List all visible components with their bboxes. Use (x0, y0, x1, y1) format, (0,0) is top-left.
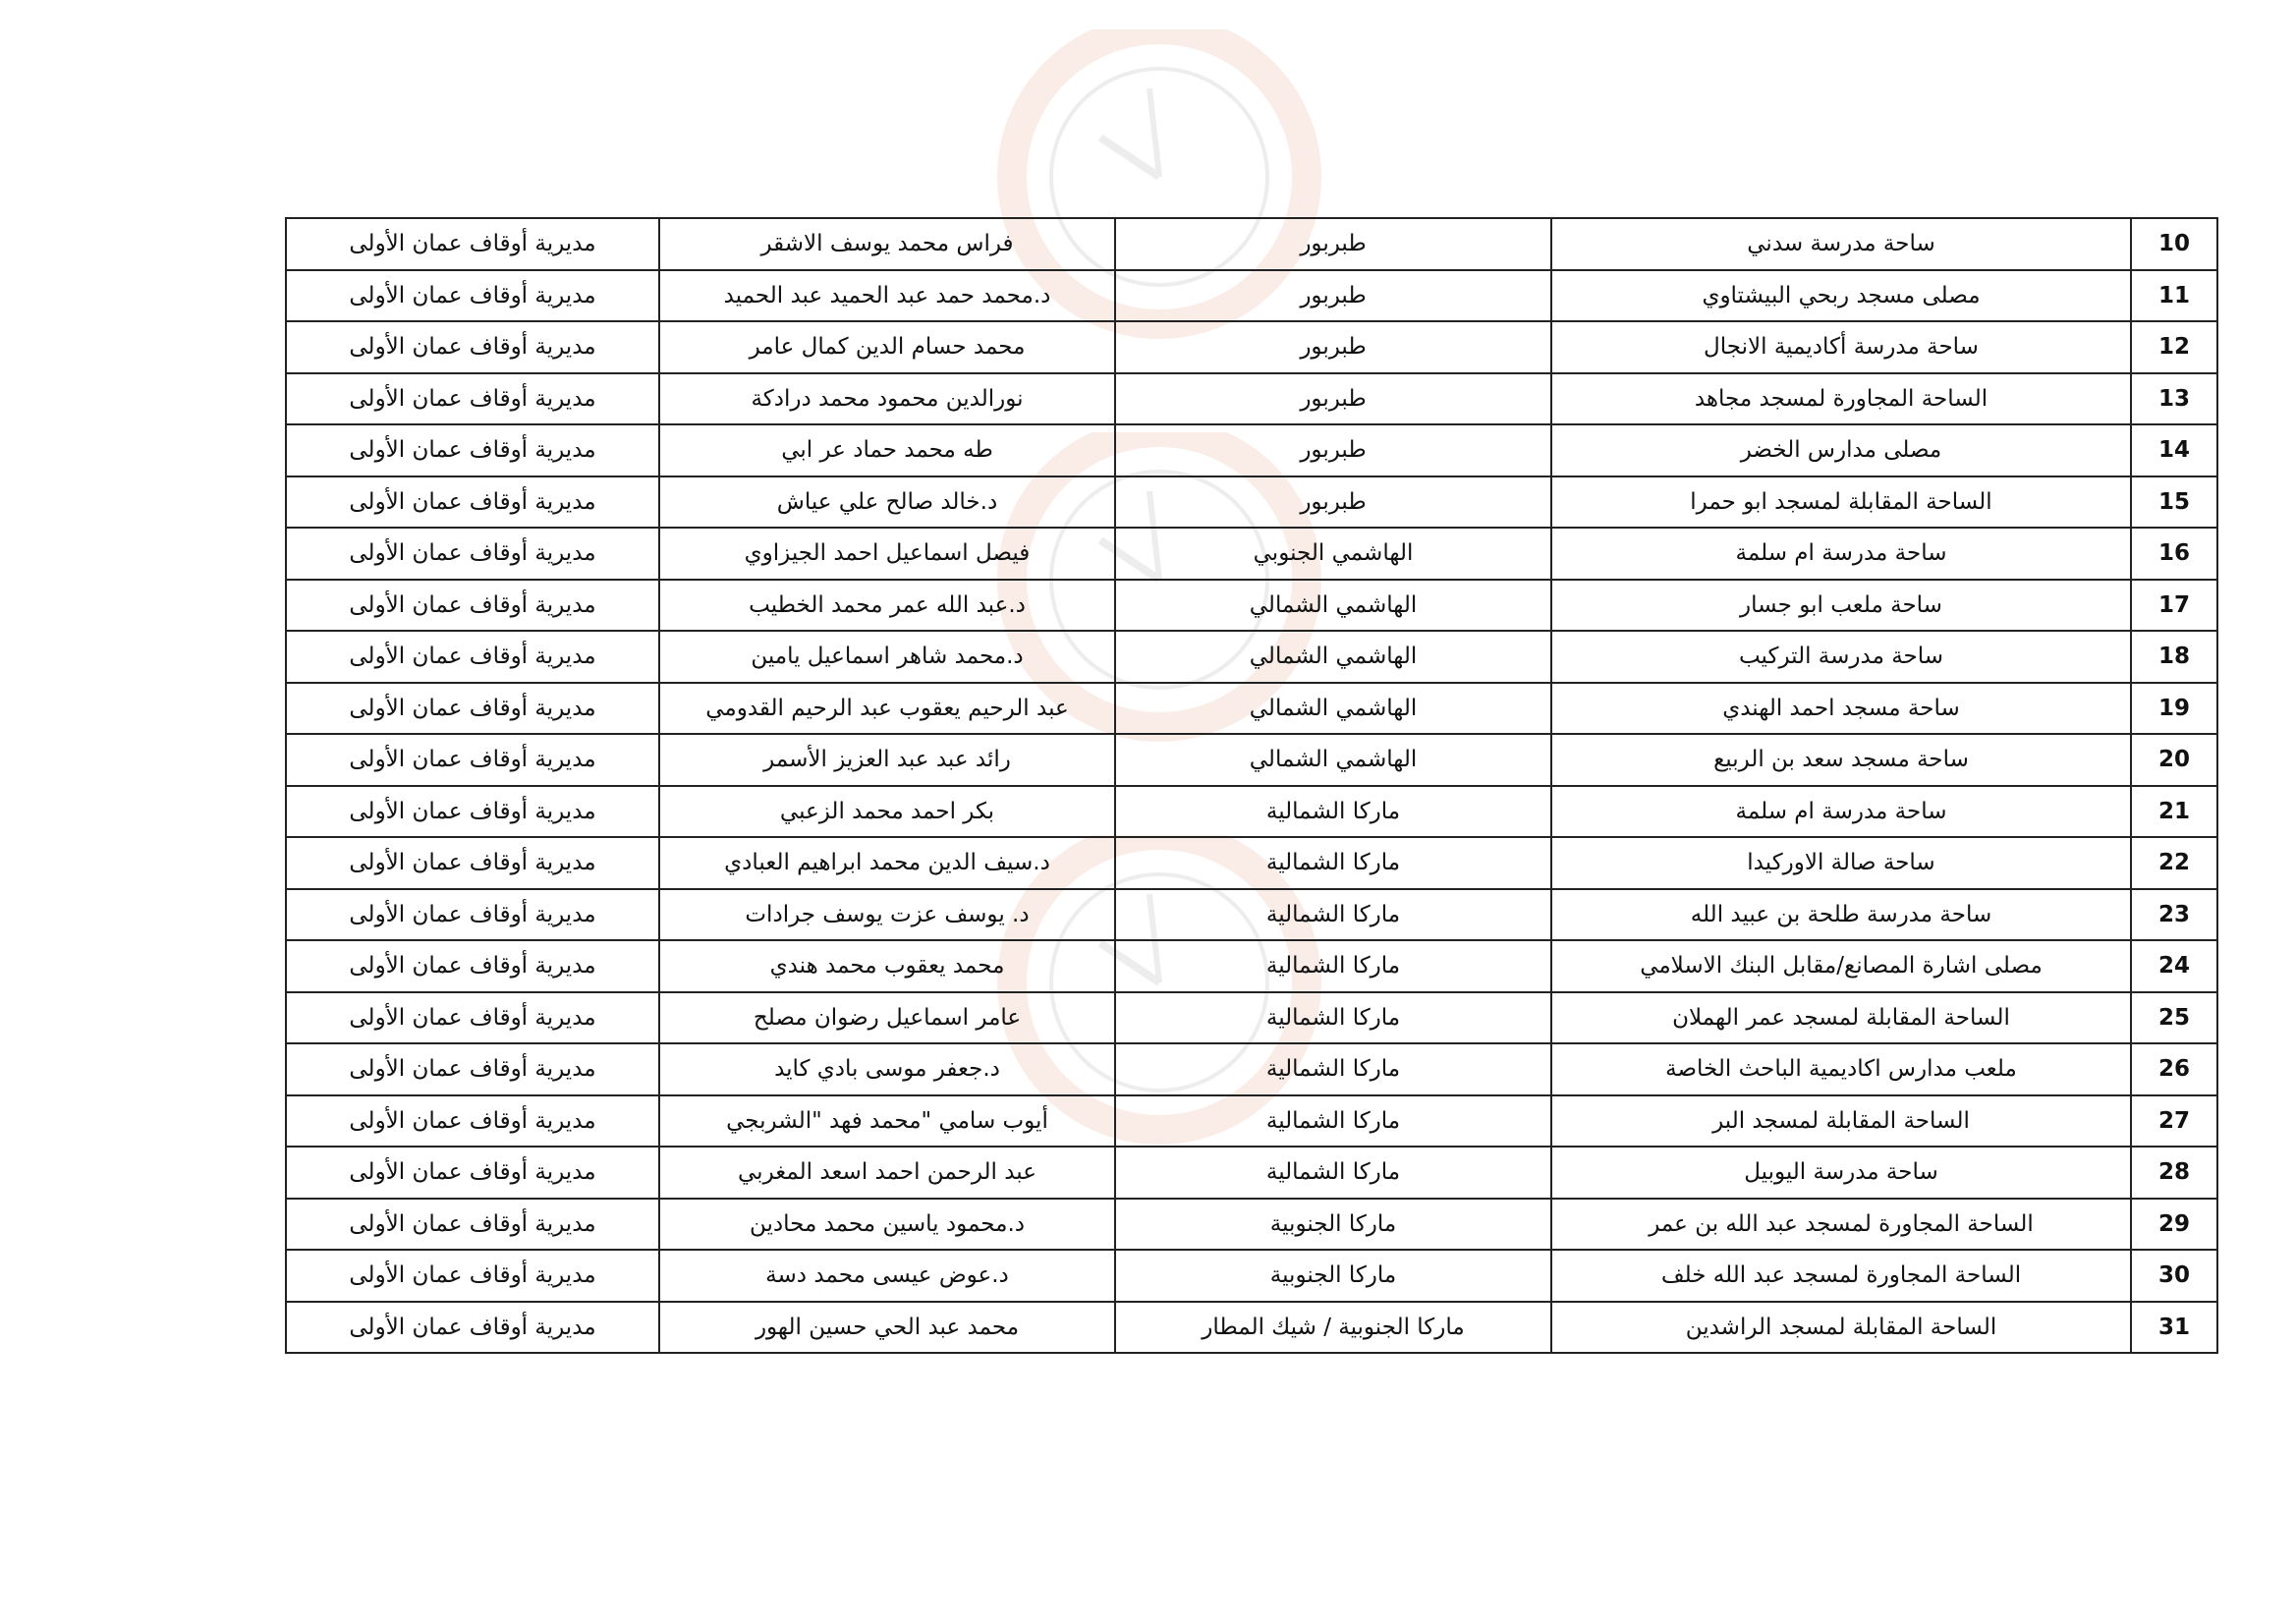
row-number-cell: 13 (2131, 373, 2217, 425)
row-number-cell: 15 (2131, 476, 2217, 529)
table-row (286, 940, 2217, 992)
area-cell: طبربور (1115, 373, 1551, 425)
area-cell: الهاشمي الشمالي (1115, 580, 1551, 632)
row-number-cell: 25 (2131, 992, 2217, 1044)
imam-name-cell: عامر اسماعيل رضوان مصلح (659, 992, 1115, 1044)
area-cell: ماركا الشمالية (1115, 940, 1551, 992)
directorate-cell: مديرية أوقاف عمان الأولى (286, 889, 659, 941)
imam-name-cell: د.محمود ياسين محمد محادين (659, 1199, 1115, 1251)
directorate-cell: مديرية أوقاف عمان الأولى (286, 940, 659, 992)
location-cell: مصلى اشارة المصانع/مقابل البنك الاسلامي (1551, 940, 2131, 992)
directorate-cell: مديرية أوقاف عمان الأولى (286, 528, 659, 580)
imam-name-cell: رائد عبد عبد العزيز الأسمر (659, 734, 1115, 786)
roster-table (285, 217, 2218, 1354)
location-cell: الساحة المقابلة لمسجد الراشدين (1551, 1302, 2131, 1354)
location-cell: ساحة مدرسة طلحة بن عبيد الله (1551, 889, 2131, 941)
imam-name-cell: بكر احمد محمد الزعبي (659, 786, 1115, 838)
table-row (286, 476, 2217, 529)
area-cell: الهاشمي الجنوبي (1115, 528, 1551, 580)
row-number-cell: 19 (2131, 683, 2217, 735)
location-cell: ساحة مدرسة ام سلمة (1551, 528, 2131, 580)
imam-name-cell: نورالدين محمود محمد درادكة (659, 373, 1115, 425)
table-row (286, 1302, 2217, 1354)
table-row (286, 631, 2217, 683)
directorate-cell: مديرية أوقاف عمان الأولى (286, 837, 659, 889)
table-row (286, 270, 2217, 322)
area-cell: ماركا الشمالية (1115, 992, 1551, 1044)
table-row (286, 1095, 2217, 1148)
location-cell: ساحة مدرسة ام سلمة (1551, 786, 2131, 838)
imam-name-cell: أيوب سامي "محمد فهد "الشربجي (659, 1095, 1115, 1148)
table-row (286, 373, 2217, 425)
table-row (286, 786, 2217, 838)
directorate-cell: مديرية أوقاف عمان الأولى (286, 1199, 659, 1251)
row-number-cell: 24 (2131, 940, 2217, 992)
row-number-cell: 30 (2131, 1250, 2217, 1302)
imam-name-cell: د.عبد الله عمر محمد الخطيب (659, 580, 1115, 632)
directorate-cell: مديرية أوقاف عمان الأولى (286, 1250, 659, 1302)
directorate-cell: مديرية أوقاف عمان الأولى (286, 992, 659, 1044)
area-cell: طبربور (1115, 270, 1551, 322)
table-row (286, 889, 2217, 941)
row-number-cell: 22 (2131, 837, 2217, 889)
imam-name-cell: د.عوض عيسى محمد دسة (659, 1250, 1115, 1302)
area-cell: ماركا الجنوبية / شيك المطار (1115, 1302, 1551, 1354)
table-row (286, 424, 2217, 476)
area-cell: ماركا الشمالية (1115, 1043, 1551, 1095)
directorate-cell: مديرية أوقاف عمان الأولى (286, 218, 659, 270)
directorate-cell: مديرية أوقاف عمان الأولى (286, 476, 659, 529)
row-number-cell: 21 (2131, 786, 2217, 838)
directorate-cell: مديرية أوقاف عمان الأولى (286, 1302, 659, 1354)
imam-name-cell: عبد الرحيم يعقوب عبد الرحيم القدومي (659, 683, 1115, 735)
area-cell: الهاشمي الشمالي (1115, 734, 1551, 786)
row-number-cell: 28 (2131, 1147, 2217, 1199)
area-cell: ماركا الشمالية (1115, 889, 1551, 941)
area-cell: ماركا الجنوبية (1115, 1199, 1551, 1251)
imam-name-cell: طه محمد حماد عر ابي (659, 424, 1115, 476)
directorate-cell: مديرية أوقاف عمان الأولى (286, 1147, 659, 1199)
imam-name-cell: د.جعفر موسى بادي كايد (659, 1043, 1115, 1095)
area-cell: ماركا الشمالية (1115, 1095, 1551, 1148)
location-cell: الساحة المقابلة لمسجد عمر الهملان (1551, 992, 2131, 1044)
row-number-cell: 27 (2131, 1095, 2217, 1148)
row-number-cell: 20 (2131, 734, 2217, 786)
location-cell: مصلى مدارس الخضر (1551, 424, 2131, 476)
table-row (286, 1043, 2217, 1095)
table-row (286, 1250, 2217, 1302)
area-cell: الهاشمي الشمالي (1115, 631, 1551, 683)
location-cell: الساحة المجاورة لمسجد عبد الله خلف (1551, 1250, 2131, 1302)
location-cell: ساحة مسجد احمد الهندي (1551, 683, 2131, 735)
directorate-cell: مديرية أوقاف عمان الأولى (286, 1043, 659, 1095)
directorate-cell: مديرية أوقاف عمان الأولى (286, 321, 659, 373)
table-row (286, 1199, 2217, 1251)
directorate-cell: مديرية أوقاف عمان الأولى (286, 373, 659, 425)
row-number-cell: 23 (2131, 889, 2217, 941)
area-cell: طبربور (1115, 476, 1551, 529)
area-cell: طبربور (1115, 218, 1551, 270)
table-row (286, 683, 2217, 735)
imam-name-cell: محمد عبد الحي حسين الهور (659, 1302, 1115, 1354)
table-row (286, 321, 2217, 373)
location-cell: ساحة مدرسة سدني (1551, 218, 2131, 270)
imam-name-cell: د.محمد شاهر اسماعيل يامين (659, 631, 1115, 683)
table-row (286, 580, 2217, 632)
row-number-cell: 31 (2131, 1302, 2217, 1354)
directorate-cell: مديرية أوقاف عمان الأولى (286, 424, 659, 476)
row-number-cell: 17 (2131, 580, 2217, 632)
location-cell: ساحة صالة الاوركيدا (1551, 837, 2131, 889)
location-cell: ساحة مدرسة اليوبيل (1551, 1147, 2131, 1199)
imam-name-cell: عبد الرحمن احمد اسعد المغربي (659, 1147, 1115, 1199)
imam-name-cell: محمد يعقوب محمد هندي (659, 940, 1115, 992)
directorate-cell: مديرية أوقاف عمان الأولى (286, 631, 659, 683)
row-number-cell: 16 (2131, 528, 2217, 580)
directorate-cell: مديرية أوقاف عمان الأولى (286, 734, 659, 786)
location-cell: الساحة المقابلة لمسجد البر (1551, 1095, 2131, 1148)
imam-name-cell: محمد حسام الدين كمال عامر (659, 321, 1115, 373)
table-row (286, 837, 2217, 889)
directorate-cell: مديرية أوقاف عمان الأولى (286, 270, 659, 322)
area-cell: طبربور (1115, 424, 1551, 476)
location-cell: الساحة المجاورة لمسجد مجاهد (1551, 373, 2131, 425)
location-cell: مصلى مسجد ربحي البيشتاوي (1551, 270, 2131, 322)
area-cell: طبربور (1115, 321, 1551, 373)
area-cell: ماركا الشمالية (1115, 837, 1551, 889)
imam-name-cell: فيصل اسماعيل احمد الجيزاوي (659, 528, 1115, 580)
directorate-cell: مديرية أوقاف عمان الأولى (286, 580, 659, 632)
row-number-cell: 10 (2131, 218, 2217, 270)
row-number-cell: 12 (2131, 321, 2217, 373)
imam-name-cell: فراس محمد يوسف الاشقر (659, 218, 1115, 270)
row-number-cell: 26 (2131, 1043, 2217, 1095)
location-cell: الساحة المجاورة لمسجد عبد الله بن عمر (1551, 1199, 2131, 1251)
row-number-cell: 29 (2131, 1199, 2217, 1251)
directorate-cell: مديرية أوقاف عمان الأولى (286, 683, 659, 735)
directorate-cell: مديرية أوقاف عمان الأولى (286, 786, 659, 838)
imam-name-cell: د. يوسف عزت يوسف جرادات (659, 889, 1115, 941)
location-cell: ساحة مدرسة التركيب (1551, 631, 2131, 683)
location-cell: ساحة ملعب ابو جسار (1551, 580, 2131, 632)
area-cell: ماركا الشمالية (1115, 786, 1551, 838)
area-cell: الهاشمي الشمالي (1115, 683, 1551, 735)
imam-name-cell: د.سيف الدين محمد ابراهيم العبادي (659, 837, 1115, 889)
roster-table-body (286, 218, 2217, 1353)
area-cell: ماركا الشمالية (1115, 1147, 1551, 1199)
imam-name-cell: د.خالد صالح علي عياش (659, 476, 1115, 529)
row-number-cell: 18 (2131, 631, 2217, 683)
location-cell: ساحة مدرسة أكاديمية الانجال (1551, 321, 2131, 373)
table-row (286, 734, 2217, 786)
table-row (286, 218, 2217, 270)
location-cell: ملعب مدارس اكاديمية الباحث الخاصة (1551, 1043, 2131, 1095)
area-cell: ماركا الجنوبية (1115, 1250, 1551, 1302)
location-cell: ساحة مسجد سعد بن الربيع (1551, 734, 2131, 786)
directorate-cell: مديرية أوقاف عمان الأولى (286, 1095, 659, 1148)
location-cell: الساحة المقابلة لمسجد ابو حمرا (1551, 476, 2131, 529)
table-row (286, 992, 2217, 1044)
imam-name-cell: د.محمد حمد عبد الحميد عبد الحميد (659, 270, 1115, 322)
table-row (286, 1147, 2217, 1199)
row-number-cell: 14 (2131, 424, 2217, 476)
row-number-cell: 11 (2131, 270, 2217, 322)
table-row (286, 528, 2217, 580)
